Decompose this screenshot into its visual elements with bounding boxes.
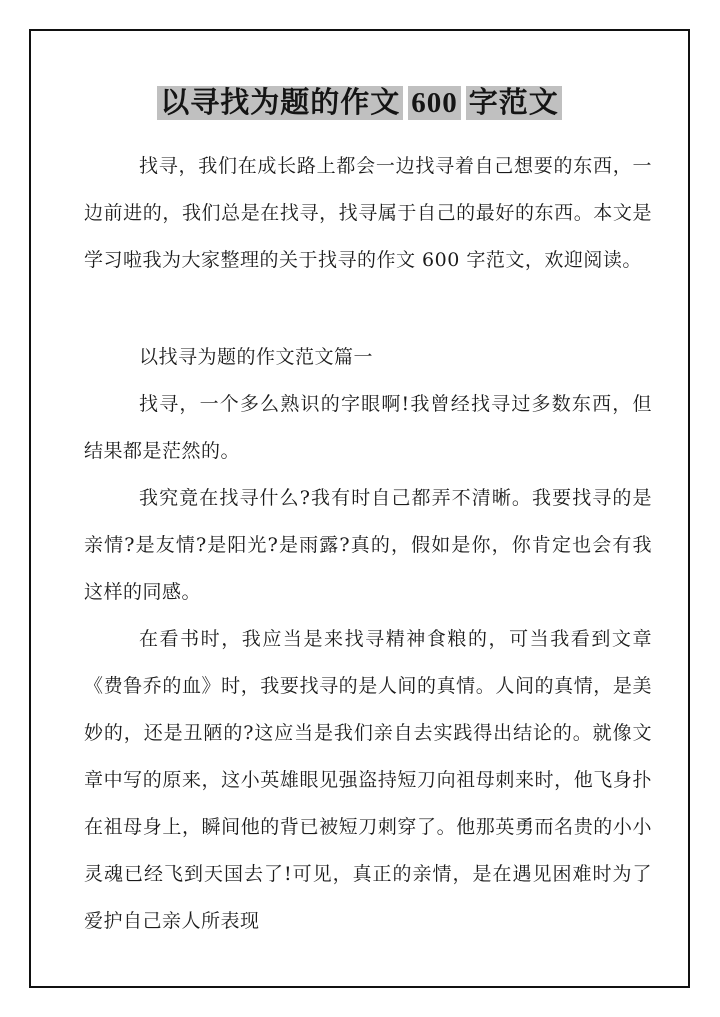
title-highlight-segment-1: 以寻找为题的作文: [157, 86, 403, 120]
document-title: [31, 86, 688, 120]
paragraph-2: 以找寻为题的作文范文篇一: [139, 346, 374, 368]
paragraph-1: 找寻，我们在成长路上都会一边找寻着自己想要的东西，一边前进的，我们总是在找寻，找寻属于自己的最好的东西。本文是学习啦我为大家整理的关于找寻的作文 600 字范文，欢迎阅读。: [84, 155, 652, 271]
paragraph-4: 我究竟在找寻什么?我有时自己都弄不清晰。我要找寻的是亲情?是友情?是阳光?是雨露?真的，假如是你，你肯定也会有我这样的同感。: [84, 487, 652, 603]
paragraph-5: 在看书时，我应当是来找寻精神食粮的，可当我看到文章《费鲁乔的血》时，我要找寻的是人间的真情。人间的真情，是美妙的，还是丑陋的?这应当是我们亲自去实践得出结论的。就像文章中写的原来，这小英雄眼见强盗持短刀向祖母刺来时，他飞身扑在祖母身上，瞬间他的背已被短刀刺穿了。他那英勇而名贵的小小灵魂已经飞到天国去了!可见，真正的亲情，是在遇见困难时为了爱护自己亲人所表现: [84, 628, 652, 932]
document-body: [84, 143, 652, 945]
document-page: [29, 29, 690, 988]
title-highlight-segment-2: 600: [408, 86, 461, 120]
paragraph-3: 找寻，一个多么熟识的字眼啊!我曾经找寻过多数东西，但结果都是茫然的。: [84, 393, 652, 462]
title-highlight-segment-3: 字范文: [466, 86, 562, 120]
